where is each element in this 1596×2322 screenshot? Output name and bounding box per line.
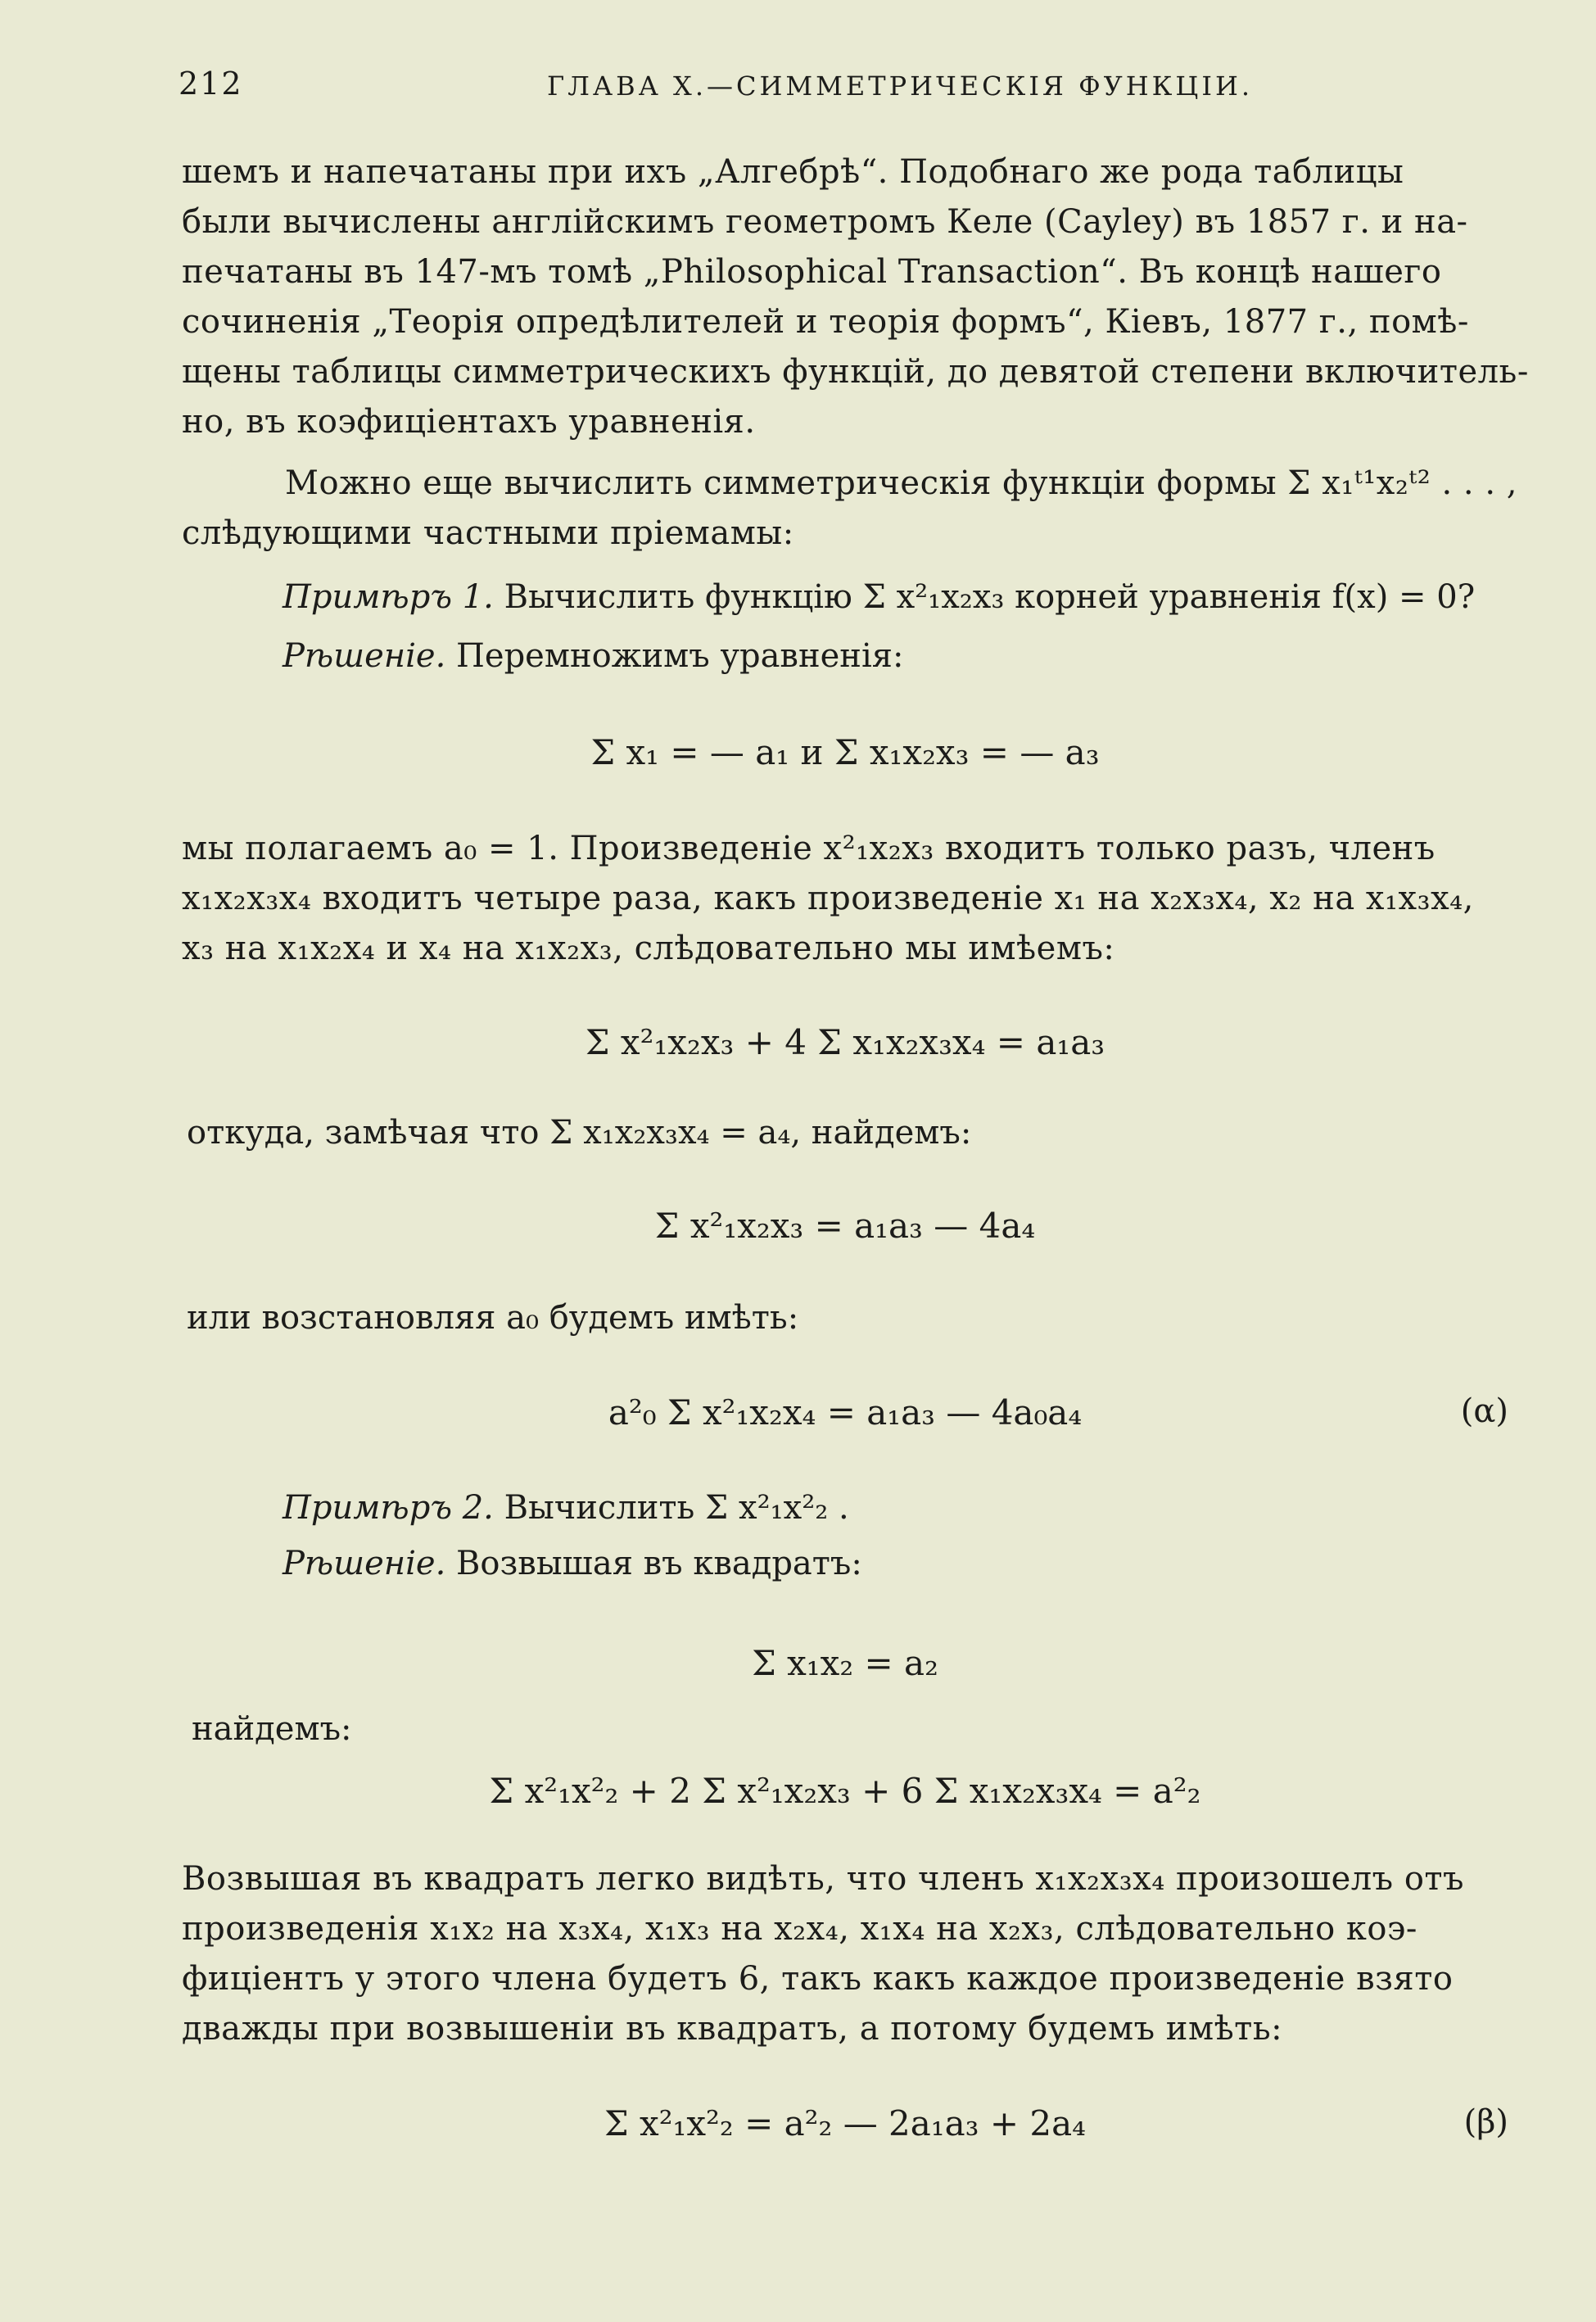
- page-header: [179, 66, 1505, 115]
- text-line: но, въ коэфиціентахъ уравненія.: [182, 403, 756, 441]
- example-1-text: Вычислить функцію Σ x²₁x₂x₃ корней уравненія f(x) = 0?: [504, 578, 1476, 616]
- formula-2: Σ x²₁x₂x₃ + 4 Σ x₁x₂x₃x₄ = a₁a₃: [585, 1022, 1105, 1062]
- example-1-heading: [283, 578, 1475, 616]
- example-1-solution: [283, 637, 903, 675]
- paragraph-tables: [182, 147, 1529, 447]
- text-line: произведенія x₁x₂ на x₃x₄, x₁x₃ на x₂x₄, x₁x₄ на x₂x₃, слѣдовательно коэ-: [182, 1910, 1417, 1948]
- text-line: Можно еще вычислить симметрическія функціи формы Σ x₁ᵗ¹x₂ᵗ² . . . ,: [285, 464, 1517, 502]
- example-2-text: Вычислить Σ x²₁x²₂ .: [504, 1489, 849, 1527]
- equation-label-alpha: (α): [1460, 1392, 1508, 1430]
- paragraph-restore: или возстановляя a₀ будемъ имѣть:: [187, 1299, 799, 1337]
- solution-1-label: Рѣшеніе.: [283, 637, 446, 675]
- example-2-heading: [283, 1489, 849, 1527]
- example-2-label: Примѣръ 2.: [283, 1489, 494, 1527]
- formula-beta: Σ x²₁x²₂ = a²₂ — 2a₁a₃ + 2a₄: [604, 2103, 1087, 2143]
- formula-1: Σ x₁ = — a₁ и Σ x₁x₂x₃ = — a₃: [590, 732, 1100, 772]
- solution-2-text: Возвышая въ квадратъ:: [456, 1545, 862, 1582]
- running-title: ГЛАВА X.—СИММЕТРИЧЕСКІЯ ФУНКЦІИ.: [547, 70, 1254, 102]
- example-2-solution: [283, 1545, 862, 1582]
- equation-label-beta: (β): [1463, 2103, 1508, 2141]
- solution-2-label: Рѣшеніе.: [283, 1545, 446, 1582]
- paragraph-methods: [182, 459, 1517, 559]
- example-1-label: Примѣръ 1.: [283, 578, 494, 616]
- text-line: сочиненія „Теорія опредѣлителей и теорія формъ“, Кіевъ, 1877 г., помѣ-: [182, 303, 1469, 341]
- text-line: слѣдующими частными пріемамы:: [182, 514, 794, 552]
- formula-3: Σ x²₁x₂x₃ = a₁a₃ — 4a₄: [654, 1206, 1036, 1246]
- text-line: x₃ на x₁x₂x₄ и x₄ на x₁x₂x₃, слѣдовательно мы имѣемъ:: [182, 930, 1115, 967]
- paragraph-product: [182, 824, 1508, 974]
- text-line: дважды при возвышеніи въ квадратъ, а потому будемъ имѣть:: [182, 2010, 1283, 2048]
- paragraph-whence: откуда, замѣчая что Σ x₁x₂x₃x₄ = a₄, найдемъ:: [187, 1114, 972, 1152]
- paragraph-find: найдемъ:: [192, 1710, 352, 1748]
- text-line: мы полагаемъ a₀ = 1. Произведеніе x²₁x₂x₃ входитъ только разъ, членъ: [182, 830, 1435, 867]
- text-line: Возвышая въ квадратъ легко видѣть, что членъ x₁x₂x₃x₄ произошелъ отъ: [182, 1860, 1464, 1898]
- text-line: фиціентъ у этого члена будетъ 6, такъ какъ каждое произведеніе взято: [182, 1960, 1454, 1998]
- formula-5: Σ x₁x₂ = a₂: [752, 1643, 938, 1683]
- paragraph-squaring: [182, 1854, 1508, 2054]
- text-line: были вычислены англійскимъ геометромъ Келе (Cayley) въ 1857 г. и на-: [182, 203, 1468, 241]
- text-line: шемъ и напечатаны при ихъ „Алгебрѣ“. Подобнаго же рода таблицы: [182, 153, 1404, 191]
- formula-alpha: a²₀ Σ x²₁x₂x₄ = a₁a₃ — 4a₀a₄: [608, 1392, 1083, 1433]
- page-number: 212: [179, 66, 243, 102]
- solution-1-text: Перемножимъ уравненія:: [456, 637, 904, 675]
- formula-6: Σ x²₁x²₂ + 2 Σ x²₁x₂x₃ + 6 Σ x₁x₂x₃x₄ = a²₂: [489, 1771, 1201, 1811]
- text-line: x₁x₂x₃x₄ входитъ четыре раза, какъ произведеніе x₁ на x₂x₃x₄, x₂ на x₁x₃x₄,: [182, 880, 1474, 917]
- text-line: щены таблицы симметрическихъ функцій, до девятой степени включитель-: [182, 353, 1529, 391]
- text-line: печатаны въ 147-мъ томѣ „Philosophical Transaction“. Въ концѣ нашего: [182, 253, 1442, 291]
